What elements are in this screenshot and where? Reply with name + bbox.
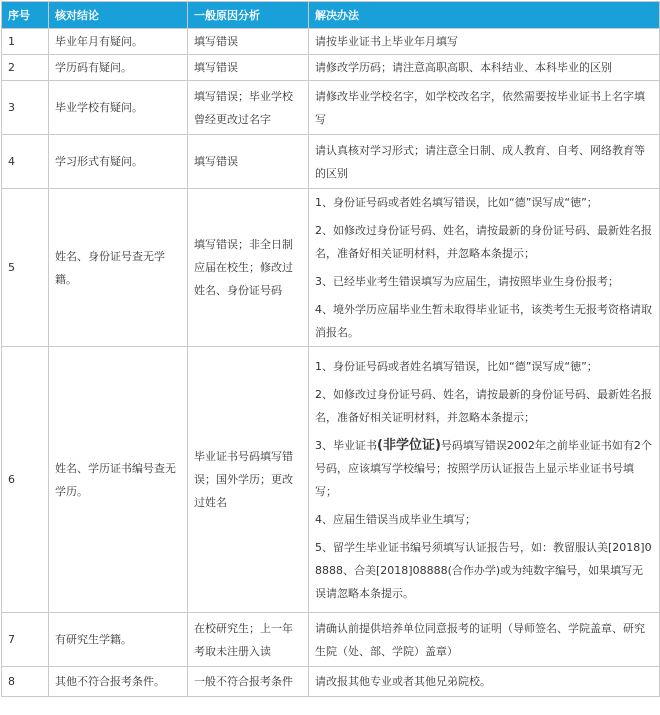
row-reason: 填写错误: [188, 29, 309, 55]
row-no: 7: [2, 613, 49, 667]
table-row: [2, 613, 660, 667]
header-no: 序号: [2, 2, 49, 29]
table-row: [2, 81, 660, 135]
row-conclusion: 学历码有疑问。: [49, 55, 188, 81]
header-solution: 解决办法: [309, 2, 660, 29]
table-row: [2, 135, 660, 189]
row-reason: 在校研究生；上一年考取未注册入读: [188, 613, 309, 667]
solution-item: 3、已经毕业考生错误填写为应届生，请按照毕业生身份报考；: [315, 275, 619, 288]
row-reason: 填写错误: [188, 55, 309, 81]
table-row: [2, 55, 660, 81]
row-solution-list: [309, 189, 660, 347]
row-no: 1: [2, 29, 49, 55]
row-conclusion: 姓名、学历证书编号查无学历。: [49, 347, 188, 613]
solution-item: 4、境外学历应届毕业生暂未取得毕业证书，该类考生无报考资格请取消报名。: [315, 303, 652, 339]
table-row: [2, 347, 660, 613]
results-table: [1, 1, 660, 697]
header-reason: 一般原因分析: [188, 2, 309, 29]
row-conclusion: 学习形式有疑问。: [49, 135, 188, 189]
row-solution: 请按毕业证书上毕业年月填写: [309, 29, 660, 55]
row-solution: 请修改毕业学校名字，如学校改名字，依然需要按毕业证书上名字填写: [309, 81, 660, 135]
solution-item: 1、身份证号码或者姓名填写错误，比如“德”误写成“徳”；: [315, 196, 598, 209]
row-reason: 填写错误；毕业学校曾经更改过名字: [188, 81, 309, 135]
table-row: [2, 189, 660, 347]
row-conclusion: 其他不符合报考条件。: [49, 667, 188, 697]
solution-item-3: [315, 434, 653, 503]
item3-suffix: 号码填写错误2002年之前毕业证书如有2个号码，应该填写学校编号；按照学历认证报告上显示毕业证书号填写；: [315, 438, 652, 498]
solution-item: 4、应届生错误当成毕业生填写；: [315, 512, 476, 526]
row-conclusion: 有研究生学籍。: [49, 613, 188, 667]
row-no: 8: [2, 667, 49, 697]
item3-prefix: 3、毕业证书: [315, 438, 377, 452]
row-solution: 请确认前提供培养单位同意报考的证明（导师签名、学院盖章、研究生院（处、部、学院）盖章）: [309, 613, 660, 667]
row-no: 2: [2, 55, 49, 81]
solution-item: 5、留学生毕业证书编号须填写认证报告号，如：教留服认美[2018]08888、合美[2018]08888(合作办学)或为纯数字编号，如果填写无误请忽略本条提示。: [315, 540, 652, 600]
table-header-row: [2, 2, 660, 29]
row-reason: 一般不符合报考条件: [188, 667, 309, 697]
item3-emphasis: (非学位证): [377, 437, 441, 453]
solution-item: 2、如修改过身份证号码、姓名，请按最新的身份证号码、最新姓名报名，准备好相关证明材料，并忽略本条提示；: [315, 224, 652, 260]
row-reason: 毕业证书号码填写错误；国外学历；更改过姓名: [188, 347, 309, 613]
table-row: [2, 667, 660, 697]
row-reason: 填写错误: [188, 135, 309, 189]
row-no: 6: [2, 347, 49, 613]
solution-item: 2、如修改过身份证号码、姓名，请按最新的身份证号码、最新姓名报名，准备好相关证明材料，并忽略本条提示；: [315, 387, 652, 424]
row-solution: 请认真核对学习形式；请注意全日制、成人教育、自考、网络教育等的区别: [309, 135, 660, 189]
row-no: 3: [2, 81, 49, 135]
row-no: 4: [2, 135, 49, 189]
row-no: 5: [2, 189, 49, 347]
row-conclusion: 毕业年月有疑问。: [49, 29, 188, 55]
row-conclusion: 毕业学校有疑问。: [49, 81, 188, 135]
row-reason: 填写错误；非全日制应届在校生；修改过姓名、身份证号码: [188, 189, 309, 347]
row-conclusion: 姓名、身份证号查无学籍。: [49, 189, 188, 347]
table-row: [2, 29, 660, 55]
solution-item: 1、身份证号码或者姓名填写错误，比如“德”误写成“徳”；: [315, 359, 598, 373]
row-solution: 请改报其他专业或者其他兄弟院校。: [309, 667, 660, 697]
header-conclusion: 核对结论: [49, 2, 188, 29]
row-solution-list: [309, 347, 660, 613]
row-solution: 请修改学历码；请注意高职高职、本科结业、本科毕业的区别: [309, 55, 660, 81]
